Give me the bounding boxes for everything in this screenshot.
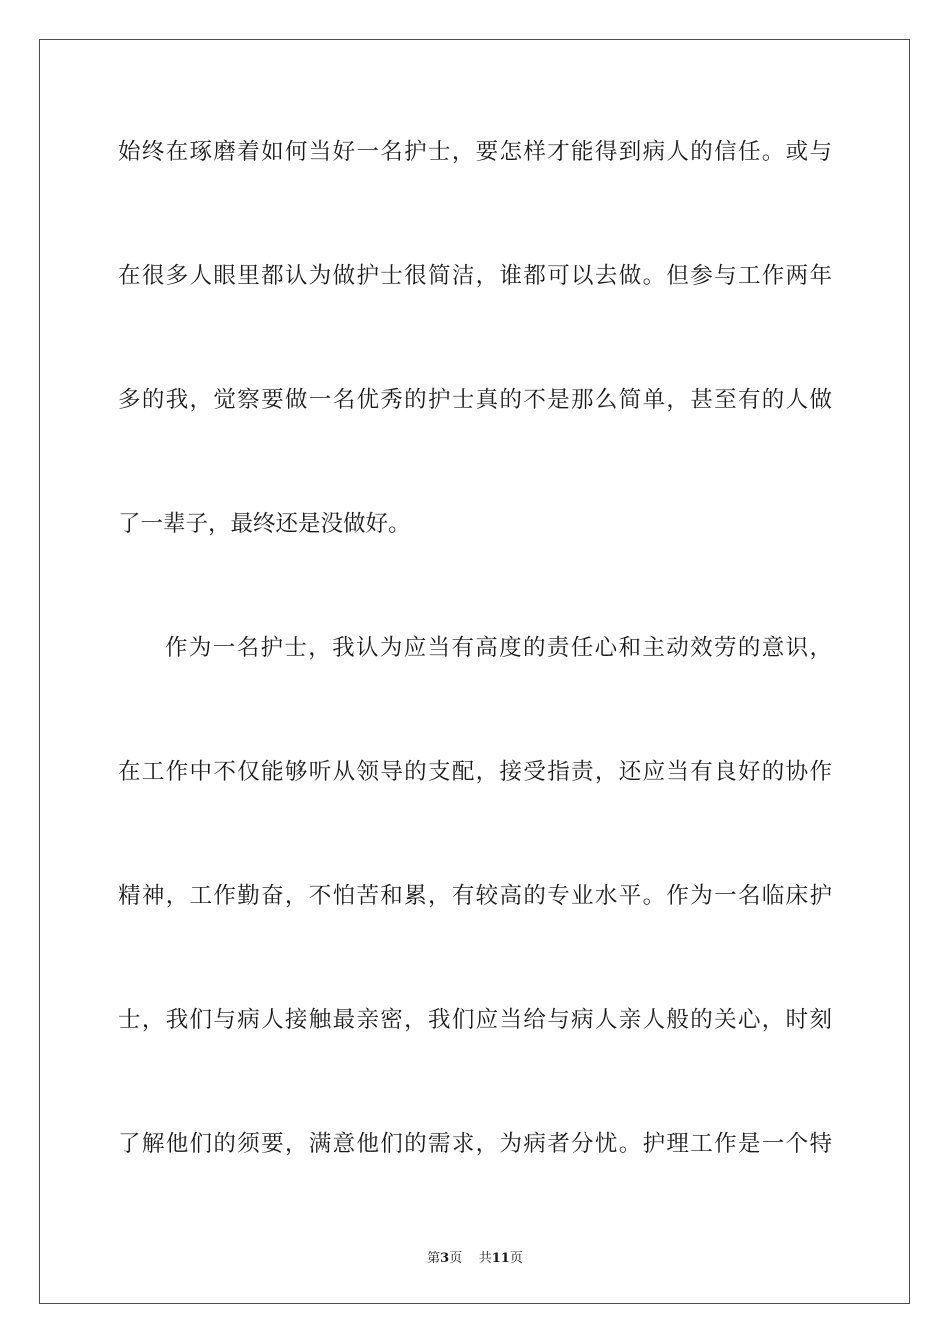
page-prefix: 第: [427, 1251, 441, 1266]
paragraph-first-line: 作为一名护士，我认为应当有高度的责任心和主动效劳的意识，: [165, 635, 832, 661]
text-line: 士，我们与病人接触最亲密，我们应当给与病人亲人般的关心，时刻: [118, 1007, 832, 1033]
text-line: 了解他们的须要，满意他们的需求，为病者分忧。护理工作是一个特: [118, 1131, 832, 1157]
page-border: [39, 39, 910, 1304]
text-line: 了一辈子，最终还是没做好。: [118, 511, 411, 537]
total-prefix: 共: [478, 1251, 492, 1266]
text-line: 在工作中不仅能够听从领导的支配，接受指责，还应当有良好的协作: [118, 759, 832, 785]
text-line: 精神，工作勤奋，不怕苦和累，有较高的专业水平。作为一名临床护: [118, 883, 832, 909]
total-pages: 11: [491, 1251, 510, 1266]
text-line: 多的我，觉察要做一名优秀的护士真的不是那么简单，甚至有的人做: [118, 387, 832, 413]
page-suffix: 页: [449, 1251, 463, 1266]
total-suffix: 页: [509, 1251, 523, 1266]
page-footer: [0, 1247, 950, 1266]
text-line: 在很多人眼里都认为做护士很简洁，谁都可以去做。但参与工作两年: [118, 263, 832, 289]
page-number: 3: [440, 1251, 450, 1266]
text-line: 始终在琢磨着如何当好一名护士，要怎样才能得到病人的信任。或与: [118, 139, 832, 165]
